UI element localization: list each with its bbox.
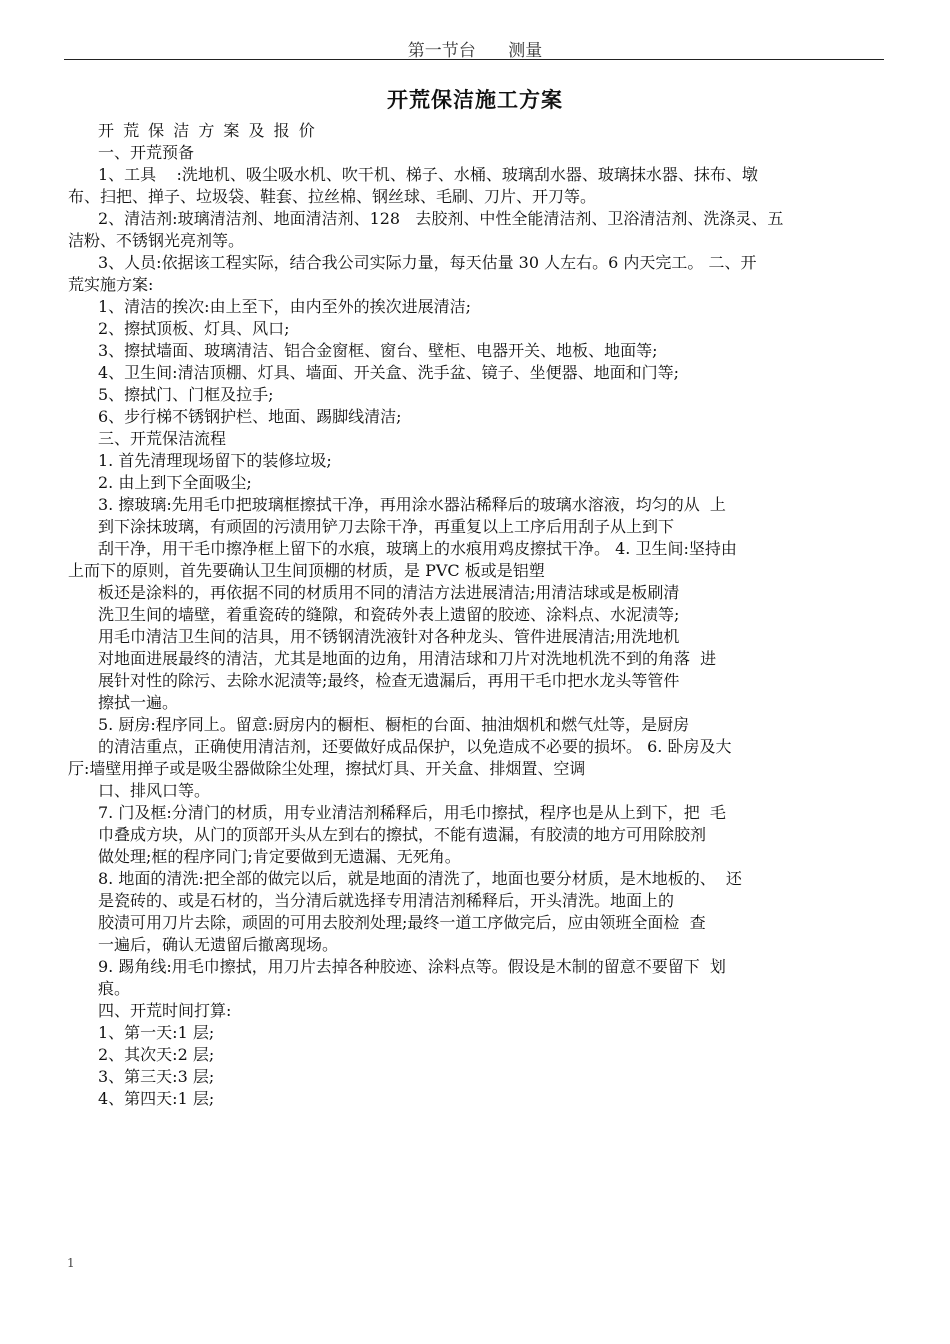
body-line: 3、人员:依据该工程实际，结合我公司实际力量，每天估量 30 人左右。6 内天完工。 二、开	[98, 253, 757, 272]
body-line: 开 荒 保 洁 方 案 及 报 价	[98, 121, 317, 140]
body-line: 洗卫生间的墙壁，着重瓷砖的缝隙，和瓷砖外表上遗留的胶迹、涂料点、水泥渍等;	[98, 605, 680, 624]
body-line: 9. 踢角线:用毛巾擦拭，用刀片去掉各种胶迹、涂料点等。假设是木制的留意不要留下 划	[98, 957, 726, 976]
body-line: 的清洁重点，正确使用清洁剂，还要做好成品保护，以免造成不必要的损坏。 6. 卧房及大	[98, 737, 732, 756]
body-line: 一、开荒预备	[98, 143, 195, 162]
body-line: 擦拭一遍。	[98, 693, 179, 712]
body-line: 4、卫生间:清洁顶棚、灯具、墙面、开关盒、洗手盆、镜子、坐便器、地面和门等;	[98, 363, 679, 382]
body-line: 3、擦拭墙面、玻璃清洁、铝合金窗框、窗台、壁柜、电器开关、地板、地面等;	[98, 341, 658, 360]
body-line: 是瓷砖的、或是石材的，当分清后就选择专用清洁剂稀释后，开头清洗。地面上的	[98, 891, 675, 910]
body-line: 2、擦拭顶板、灯具、风口;	[98, 319, 290, 338]
body-line: 3、第三天:3 层;	[98, 1067, 215, 1086]
body-line: 洁粉、不锈钢光亮剂等。	[68, 231, 245, 250]
body-line: 布、扫把、掸子、垃圾袋、鞋套、拉丝棉、钢丝球、毛刷、刀片、开刀等。	[68, 187, 597, 206]
body-line: 6、步行梯不锈钢护栏、地面、踢脚线清洁;	[98, 407, 402, 426]
body-line: 1、清洁的挨次:由上至下，由内至外的挨次进展清洁;	[98, 297, 471, 316]
body-line: 口、排风口等。	[98, 781, 211, 800]
body-line: 板还是涂料的，再依据不同的材质用不同的清洁方法进展清洁;用清洁球或是板刷清	[98, 583, 680, 602]
body-line: 一遍后，确认无遗留后撤离现场。	[98, 935, 339, 954]
body-line: 到下涂抹玻璃，有顽固的污渍用铲刀去除干净，再重复以上工序后用刮子从上到下	[98, 517, 675, 536]
body-line: 2、其次天:2 层;	[98, 1045, 215, 1064]
page-number: 1	[67, 1256, 75, 1270]
body-line: 1、第一天:1 层;	[98, 1023, 215, 1042]
body-line: 荒实施方案:	[68, 275, 154, 294]
body-line: 2、清洁剂:玻璃清洁剂、地面清洁剂、128 去胶剂、中性全能清洁剂、卫浴清洁剂、洗涤灵、五	[98, 209, 784, 228]
body-line: 7. 门及框:分清门的材质，用专业清洁剂稀释后，用毛巾擦拭，程序也是从上到下，把 毛	[98, 803, 726, 822]
header-rule	[64, 59, 884, 60]
body-line: 2. 由上到下全面吸尘;	[98, 473, 252, 492]
body-line: 厅:墙壁用掸子或是吸尘器做除尘处理，擦拭灯具、开关盒、排烟置、空调	[68, 759, 586, 778]
body-line: 做处理;框的程序同门;肯定要做到无遗漏、无死角。	[98, 847, 461, 866]
body-line: 5. 厨房:程序同上。留意:厨房内的橱柜、橱柜的台面、抽油烟机和燃气灶等，是厨房	[98, 715, 690, 734]
body-line: 刮干净，用干毛巾擦净框上留下的水痕，玻璃上的水痕用鸡皮擦拭干净。 4. 卫生间:坚持由	[98, 539, 737, 558]
body-line: 痕。	[98, 979, 131, 998]
body-line: 1. 首先清理现场留下的装修垃圾;	[98, 451, 332, 470]
body-line: 展针对性的除污、去除水泥渍等;最终，检查无遗漏后，再用干毛巾把水龙头等管件	[98, 671, 680, 690]
body-line: 巾叠成方块，从门的顶部开头从左到右的擦拭，不能有遗漏，有胶渍的地方可用除胶剂	[98, 825, 707, 844]
body-line: 5、擦拭门、门框及拉手;	[98, 385, 274, 404]
body-line: 胶渍可用刀片去除，顽固的可用去胶剂处理;最终一道工序做完后，应由领班全面检 查	[98, 913, 706, 932]
body-line: 4、第四天:1 层;	[98, 1089, 215, 1108]
body-line: 1、工具 :洗地机、吸尘吸水机、吹干机、梯子、水桶、玻璃刮水器、玻璃抹水器、抹布、墩	[98, 165, 758, 184]
body-line: 三、开荒保洁流程	[98, 429, 227, 448]
body-line: 用毛巾清洁卫生间的洁具，用不锈钢清洗液针对各种龙头、管件进展清洁;用洗地机	[98, 627, 680, 646]
page-header: 第一节台 测量	[407, 41, 543, 61]
body-line: 四、开荒时间打算:	[98, 1001, 232, 1020]
body-line: 3. 擦玻璃:先用毛巾把玻璃框擦拭干净，再用涂水器沾稀释后的玻璃水溶液，均匀的从 上	[98, 495, 726, 514]
document-title: 开荒保洁施工方案	[387, 87, 563, 112]
body-line: 8. 地面的清洗:把全部的做完以后，就是地面的清洗了，地面也要分材质，是木地板的、 还	[98, 869, 742, 888]
body-line: 对地面进展最终的清洁，尤其是地面的边角，用清洁球和刀片对洗地机洗不到的角落 进	[98, 649, 717, 668]
body-line: 上而下的原则，首先要确认卫生间顶棚的材质，是 PVC 板或是铝塑	[68, 561, 545, 580]
